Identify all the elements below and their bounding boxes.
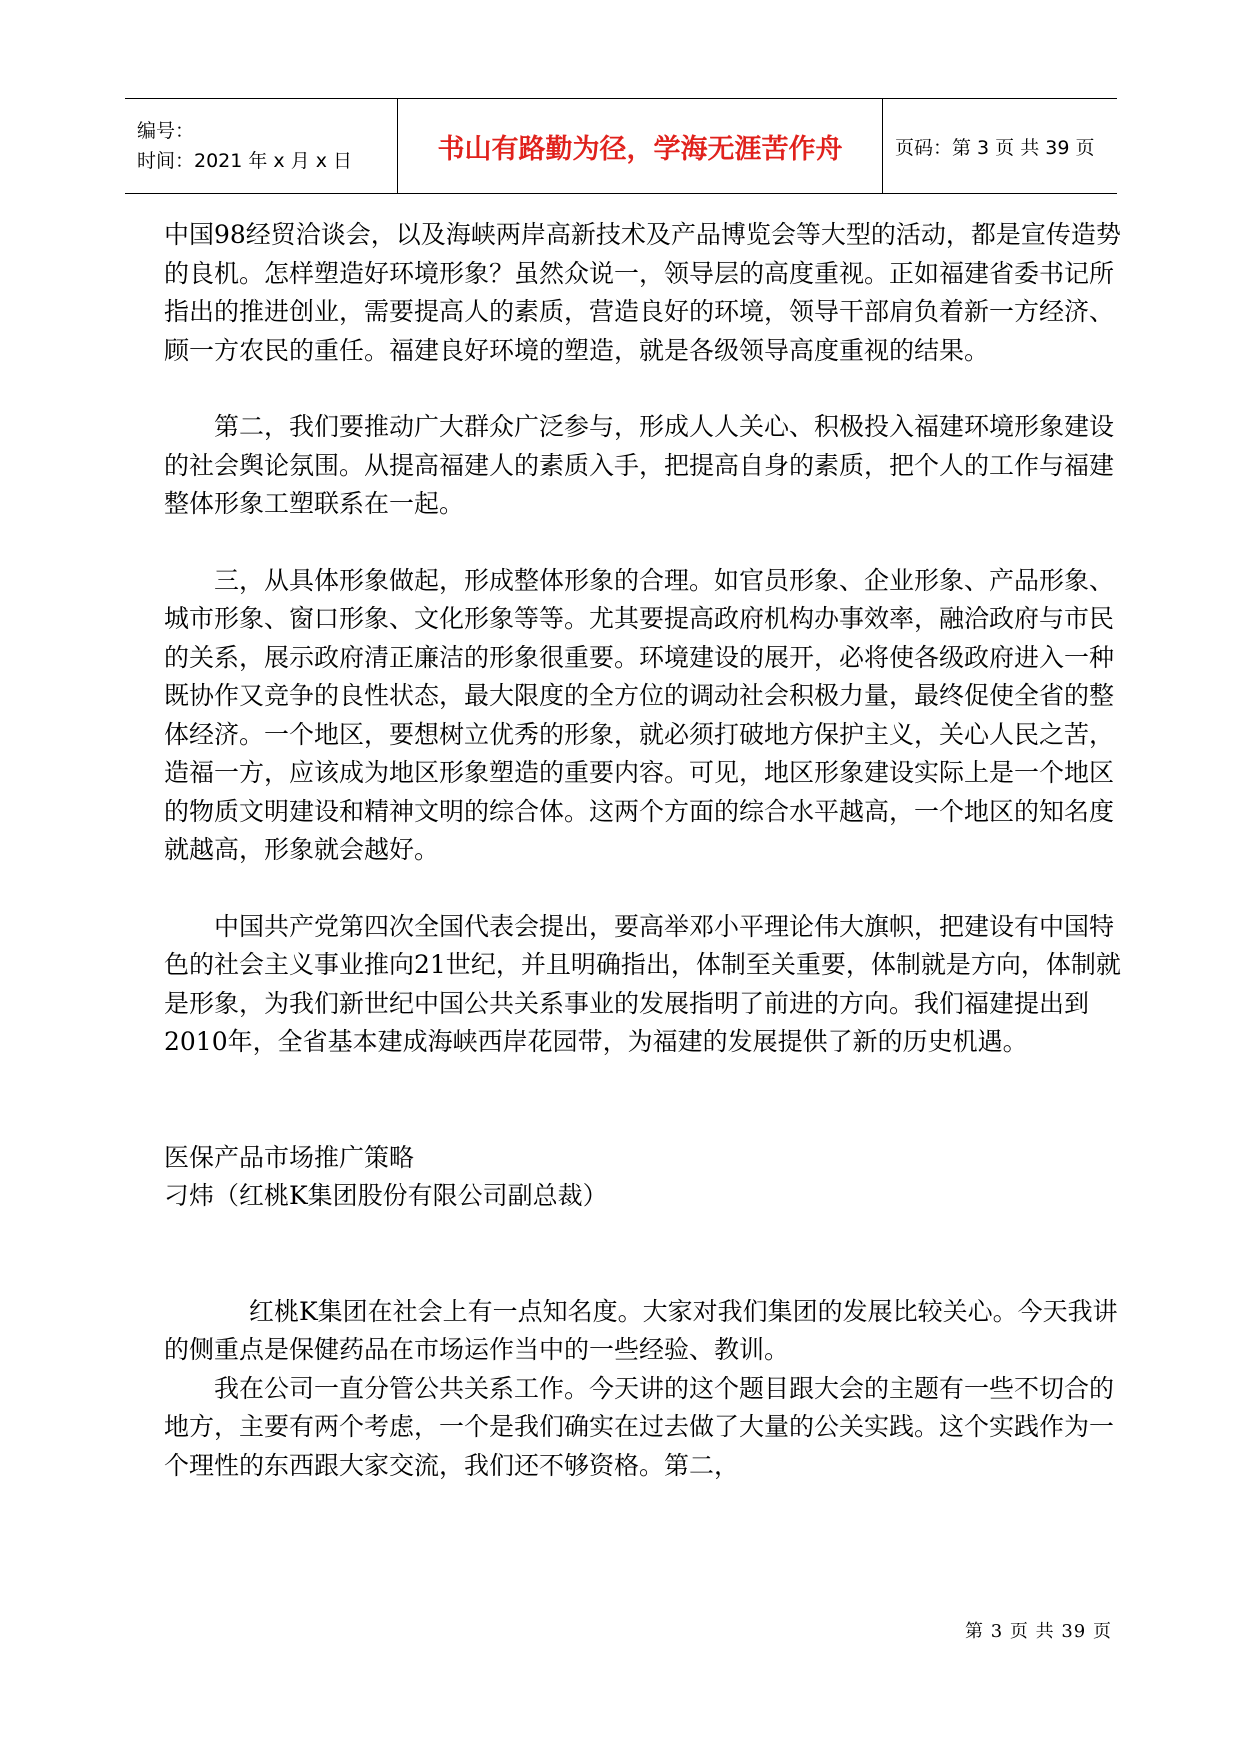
- paragraph-6: 我在公司一直分管公共关系工作。今天讲的这个题目跟大会的主题有一些不切合的地方，主要有两个考虑，一个是我们确实在过去做了大量的公关实践。这个实践作为一个理性的东西跟大家交流，我们还不够资格。第二，: [164, 1373, 1115, 1480]
- header-page-info: 页码：第 3 页 共 39 页: [895, 136, 1095, 159]
- page-footer: 第 3 页 共 39 页: [965, 1621, 1112, 1642]
- article-author: 刁炜（红桃K集团股份有限公司副总裁）: [164, 1181, 608, 1210]
- header-meta: [125, 99, 398, 193]
- document-body: [164, 216, 1126, 1485]
- header-motto: 书山有路勤为径，学海无涯苦作舟: [398, 99, 883, 193]
- paragraph-2: 第二，我们要推动广大群众广泛参与，形成人人关心、积极投入福建环境形象建设的社会舆论氛围。从提高福建人的素质入手，把提高自身的素质，把个人的工作与福建整体形象工塑联系在一起。: [164, 412, 1115, 518]
- paragraph-4: 中国共产党第四次全国代表会提出，要高举邓小平理论伟大旗帜，把建设有中国特色的社会主义事业推向21世纪，并且明确指出，体制至关重要，体制就是方向，体制就是形象，为我们新世纪中国公共关系事业的发展指明了前进的方向。我们福建提出到2010年，全省基本建成海峡西岸花园带，为福建的发展提供了新的历史机遇。: [164, 911, 1121, 1056]
- article-title: 医保产品市场推广策略: [164, 1142, 415, 1172]
- paragraph-5: 红桃K集团在社会上有一点知名度。大家对我们集团的发展比较关心。今天我讲的侧重点是保健药品在市场运作当中的一些经验、教训。: [164, 1296, 1118, 1364]
- page-header: [125, 98, 1117, 194]
- time-label: 时间：2021 年 x 月 x 日: [137, 150, 353, 172]
- paragraph-1: 中国98经贸洽谈会，以及海峡两岸高新技术及产品博览会等大型的活动，都是宣传造势的良机。怎样塑造好环境形象？虽然众说一，领导层的高度重视。正如福建省委书记所指出的推进创业，需要提高人的素质，营造良好的环境，领导干部肩负着新一方经济、顾一方农民的重任。福建良好环境的塑造，就是各级领导高度重视的结果。: [164, 220, 1121, 365]
- doc-number-label: 编号：: [137, 120, 195, 142]
- paragraph-3: 三，从具体形象做起，形成整体形象的合理。如官员形象、企业形象、产品形象、城市形象、窗口形象、文化形象等等。尤其要提高政府机构办事效率，融洽政府与市民的关系，展示政府清正廉洁的形象很重要。环境建设的展开，必将使各级政府进入一种既协作又竞争的良性状态，最大限度的全方位的调动社会积极力量，最终促使全省的整体经济。一个地区，要想树立优秀的形象，就必须打破地方保护主义，关心人民之苦，造福一方，应该成为地区形象塑造的重要内容。可见，地区形象建设实际上是一个地区的物质文明建设和精神文明的综合体。这两个方面的综合水平越高，一个地区的知名度就越高，形象就会越好。: [164, 565, 1115, 864]
